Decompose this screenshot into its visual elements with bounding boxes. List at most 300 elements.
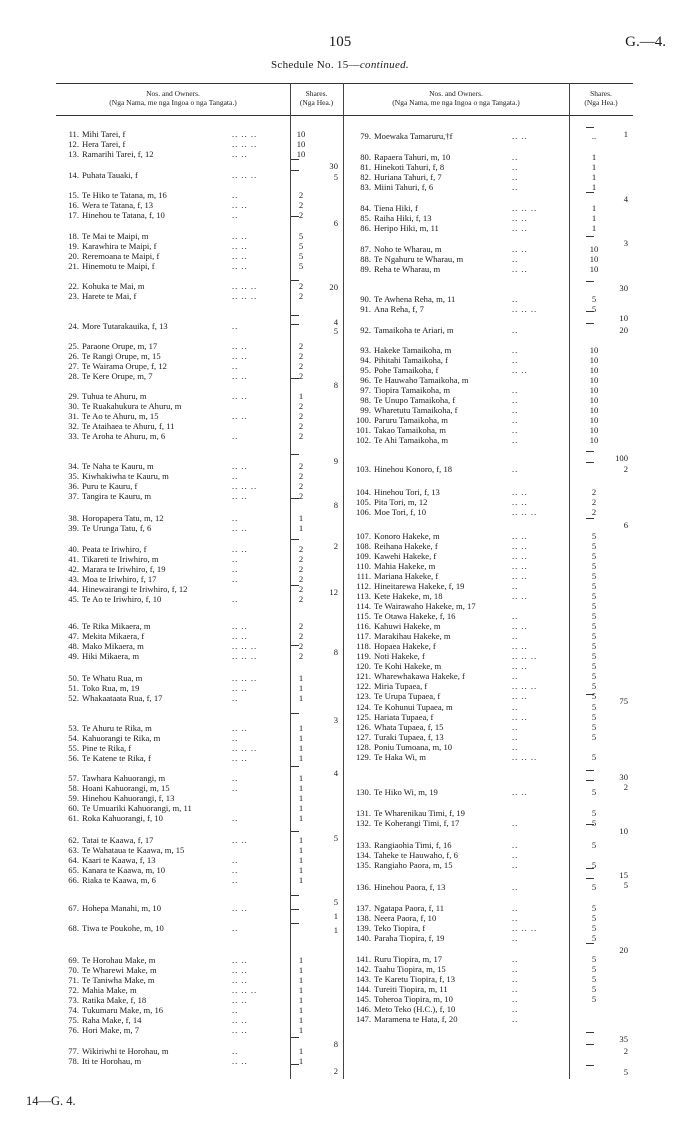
leader-dots: ..: [512, 162, 519, 172]
owner-shares: 2: [298, 564, 304, 574]
owner-name: Te Rika Mikaera, m: [82, 621, 151, 631]
owner-name: Ana Reha, f, 7: [374, 304, 424, 314]
owner-row: [68, 995, 290, 1005]
owner-name: Moewaka Tamaruru,†f: [374, 131, 453, 141]
leader-dots: .. ..: [232, 251, 248, 261]
owner-shares: 5: [591, 304, 597, 314]
owner-row: [360, 182, 569, 192]
owner-name: Tangira te Kauru, m: [82, 491, 152, 501]
owner-number: 91.: [360, 304, 371, 314]
leader-dots: ..: [512, 395, 519, 405]
owner-name: Te Taniwha Make, m: [82, 975, 155, 985]
owner-number: 130.: [355, 787, 371, 797]
owner-shares: 2: [298, 341, 304, 351]
owner-row: [68, 401, 290, 411]
leader-dots: ..: [512, 464, 519, 474]
owner-row: [356, 571, 569, 581]
subtotal-rule: [291, 539, 299, 540]
owner-row: [355, 507, 569, 517]
owner-number: 114.: [356, 601, 371, 611]
owner-shares: 1: [298, 975, 304, 985]
owner-number: 82.: [360, 172, 371, 182]
owner-row: [355, 840, 569, 850]
owner-shares: 10: [589, 264, 599, 274]
owner-name: Te Hiko Wi, m, 19: [374, 787, 438, 797]
owner-shares: 5: [591, 994, 597, 1004]
owner-name: Tawhara Kahuorangi, m: [82, 773, 166, 783]
subtotal-value: 1: [333, 911, 338, 921]
subtotal-value: 10: [619, 313, 628, 323]
owner-shares: ..: [591, 131, 597, 141]
owner-name: Mahia Make, m: [82, 985, 137, 995]
owner-row: [68, 975, 290, 985]
owner-name: Kahuorangi te Rika, m: [82, 733, 161, 743]
owner-row: [68, 803, 290, 813]
owner-name: Hinekoti Tahuri, f, 8: [374, 162, 445, 172]
owner-row: [68, 865, 290, 875]
subtotal-value: 8: [333, 380, 338, 390]
owner-row: [355, 541, 569, 551]
subtotal-rule: [586, 878, 594, 879]
owner-shares: 5: [591, 651, 597, 661]
leader-dots: ..: [512, 405, 519, 415]
owner-shares: 5: [591, 641, 597, 651]
owner-row: [356, 641, 569, 651]
leader-dots: .. ..: [232, 1015, 248, 1025]
leader-dots: ..: [232, 210, 239, 220]
subtotal-value: 2: [333, 541, 338, 551]
leader-dots: ..: [512, 152, 519, 162]
owner-name: Hinehou Paora, f, 13: [374, 882, 446, 892]
owner-shares: 5: [591, 531, 597, 541]
owner-number: 116.: [356, 621, 371, 631]
owner-row: [68, 190, 290, 200]
owner-name: Poniu Tumoana, m, 10: [374, 742, 453, 752]
owner-number: 39.: [68, 523, 79, 533]
owner-number: 105.: [355, 497, 371, 507]
owner-row: [355, 415, 569, 425]
leader-dots: ..: [512, 345, 519, 355]
owner-name: Ngatapa Paora, f, 11: [374, 903, 445, 913]
owner-number: 104.: [355, 487, 371, 497]
owner-name: Whata Tupaea, f, 15: [374, 722, 444, 732]
subtotal-rule: [291, 159, 299, 160]
owner-shares: 10: [589, 254, 599, 264]
owner-number: 99.: [360, 405, 371, 415]
owner-shares: 1: [298, 391, 304, 401]
owner-shares: 10: [296, 149, 306, 159]
owner-row: [355, 903, 569, 913]
owner-row: [360, 355, 569, 365]
owner-shares: 5: [591, 561, 597, 571]
owner-number: 76.: [68, 1025, 79, 1035]
owner-name: Tiopira Tamaikoha, m: [374, 385, 451, 395]
subtotal-rule: [291, 170, 299, 171]
owner-name: Noho te Wharau, m: [374, 244, 442, 254]
owner-row: [355, 913, 569, 923]
owner-shares: 5: [591, 631, 597, 641]
owner-row: [68, 421, 290, 431]
owner-name: Hoani Kahuorangi, m, 15: [82, 783, 170, 793]
owner-row: [68, 1015, 290, 1025]
owner-shares: 10: [589, 385, 599, 395]
leader-dots: ..: [232, 783, 239, 793]
owner-number: 50.: [68, 673, 79, 683]
leader-dots: .. ..: [512, 244, 528, 254]
owner-name: Hinehou Konoro, f, 18: [374, 464, 453, 474]
owner-name: Te Ataihaea te Ahuru, f, 11: [82, 421, 175, 431]
leader-dots: .. .. ..: [512, 203, 538, 213]
owner-row: [356, 591, 569, 601]
page-number: 105: [328, 34, 352, 50]
owner-row: [68, 753, 290, 763]
owner-name: Te Katene te Rika, f: [82, 753, 151, 763]
owner-shares: 5: [591, 984, 597, 994]
owner-row: [68, 210, 290, 220]
owner-shares: 10: [296, 139, 306, 149]
owner-name: Tukumaru Make, m, 16: [82, 1005, 164, 1015]
leader-dots: ..: [512, 882, 519, 892]
owner-number: 121.: [355, 671, 371, 681]
owner-name: Ruru Tiopira, m, 17: [374, 954, 443, 964]
owner-shares: 1: [298, 985, 304, 995]
owner-row: [360, 325, 569, 335]
owner-row: [360, 385, 569, 395]
subtotal-rule: [586, 518, 594, 519]
owner-number: 21.: [68, 261, 79, 271]
owner-row: [356, 621, 569, 631]
leader-dots: .. ..: [232, 621, 248, 631]
leader-dots: .. ..: [232, 544, 248, 554]
owner-number: 40.: [68, 544, 79, 554]
owner-number: 140.: [355, 933, 371, 943]
owner-number: 86.: [360, 223, 371, 233]
owner-number: 18.: [68, 231, 79, 241]
owner-name: Taheke te Hauwaho, f, 6: [374, 850, 458, 860]
leader-dots: .. ..: [512, 571, 528, 581]
owner-row: [360, 365, 569, 375]
owner-row: [355, 531, 569, 541]
subtotal-rule: [586, 1044, 594, 1045]
subtotal-value: 5: [623, 1067, 628, 1077]
owner-number: 65.: [68, 865, 79, 875]
subtotal-rule: [291, 378, 299, 379]
owner-row: [68, 351, 290, 361]
leader-dots: .. ..: [232, 835, 248, 845]
leader-dots: ..: [232, 1005, 239, 1015]
owner-row: [355, 551, 569, 561]
owner-number: 125.: [355, 712, 371, 722]
owner-row: [68, 985, 290, 995]
owner-name: Maramena te Hata, f, 20: [374, 1014, 458, 1024]
column-header-right: [343, 83, 633, 116]
owner-number: 64.: [68, 855, 79, 865]
owner-shares: 2: [298, 594, 304, 604]
subtotal-value: 10: [619, 826, 628, 836]
owner-row: [355, 702, 569, 712]
owner-name: Rapaera Tahuri, m, 10: [374, 152, 451, 162]
owner-row: [68, 835, 290, 845]
owner-number: 17.: [68, 210, 79, 220]
owner-name: Te Ahuru te Rika, m: [82, 723, 152, 733]
owner-name: Pohe Tamaikoha, f: [374, 365, 439, 375]
owner-row: [68, 683, 290, 693]
owner-row: [355, 933, 569, 943]
leader-dots: ..: [512, 954, 519, 964]
owner-name: Hinehou te Tatana, f, 10: [82, 210, 165, 220]
owner-name: Te Hauwaho Tamaikoha, m: [374, 375, 469, 385]
owner-row: [68, 1005, 290, 1015]
leader-dots: .. ..: [232, 753, 248, 763]
leader-dots: ..: [232, 773, 239, 783]
subtotal-rule: [291, 831, 299, 832]
leader-dots: .. ..: [232, 975, 248, 985]
owner-number: 136.: [355, 882, 371, 892]
leader-dots: .. ..: [232, 965, 248, 975]
owner-number: 52.: [68, 693, 79, 703]
owner-number: 139.: [355, 923, 371, 933]
owner-number: 36.: [68, 481, 79, 491]
leader-dots: ..: [512, 671, 519, 681]
leader-dots: ..: [512, 294, 519, 304]
owner-row: [355, 984, 569, 994]
owner-row: [355, 661, 569, 671]
owner-name: Takao Tamaikoha, m: [374, 425, 446, 435]
owner-name: Pihitahi Tamaikoha, f: [374, 355, 448, 365]
leader-dots: .. ..: [232, 903, 248, 913]
owner-shares: 5: [591, 671, 597, 681]
leader-dots: .. ..: [512, 591, 528, 601]
owner-name: Moa te Iriwhiro, f, 17: [82, 574, 157, 584]
owner-name: Hinehou Kahuorangi, f, 13: [82, 793, 175, 803]
owner-row: [68, 139, 290, 149]
owner-shares: 5: [591, 571, 597, 581]
owner-shares: 5: [591, 840, 597, 850]
leader-dots: .. ..: [232, 341, 248, 351]
owner-name: Te Hiko te Tatana, m, 16: [82, 190, 167, 200]
owner-number: 54.: [68, 733, 79, 743]
owner-shares: 2: [298, 491, 304, 501]
owner-number: 30.: [68, 401, 79, 411]
subtotal-rule: [586, 451, 594, 452]
owner-shares: 2: [591, 497, 597, 507]
owner-shares: 10: [589, 395, 599, 405]
owner-number: 107.: [355, 531, 371, 541]
owner-number: 109.: [355, 551, 371, 561]
owner-name: Toheroa Tiopira, m, 10: [374, 994, 453, 1004]
owner-row: [356, 561, 569, 571]
owner-number: 88.: [360, 254, 371, 264]
owner-number: 138.: [355, 913, 371, 923]
subtotal-value: 30: [619, 283, 628, 293]
leader-dots: ..: [512, 903, 519, 913]
owner-shares: 5: [591, 294, 597, 304]
owner-number: 124.: [355, 702, 371, 712]
leader-dots: ..: [512, 732, 519, 742]
owner-shares: 5: [591, 611, 597, 621]
owner-number: 59.: [68, 793, 79, 803]
owner-number: 97.: [360, 385, 371, 395]
owner-number: 132.: [355, 818, 371, 828]
owner-row: [360, 405, 569, 415]
owner-row: [355, 808, 569, 818]
leader-dots: .. ..: [232, 461, 248, 471]
leader-dots: .. ..: [512, 661, 528, 671]
leader-dots: ..: [232, 594, 239, 604]
owner-name: Wera te Tatana, f, 13: [82, 200, 154, 210]
leader-dots: .. ..: [232, 149, 248, 159]
owner-row: [355, 1014, 569, 1024]
leader-dots: .. ..: [232, 723, 248, 733]
owner-shares: 1: [298, 743, 304, 753]
owner-shares: 2: [591, 507, 597, 517]
owner-number: 144.: [355, 984, 371, 994]
owner-number: 15.: [68, 190, 79, 200]
owner-number: 145.: [355, 994, 371, 1004]
owner-row: [68, 631, 290, 641]
owner-number: 20.: [68, 251, 79, 261]
owner-shares: 1: [298, 793, 304, 803]
owner-shares: 1: [298, 803, 304, 813]
owner-row: [68, 411, 290, 421]
leader-dots: ..: [512, 850, 519, 860]
owner-shares: 1: [591, 182, 597, 192]
owner-number: 122.: [355, 681, 371, 691]
leader-dots: .. ..: [232, 1025, 248, 1035]
leader-dots: ..: [512, 964, 519, 974]
leader-dots: .. .. ..: [232, 291, 258, 301]
leader-dots: .. .. ..: [512, 681, 538, 691]
owner-shares: 10: [296, 129, 306, 139]
leader-dots: .. .. ..: [232, 139, 258, 149]
owner-name: Hakeke Tamaikoha, m: [374, 345, 452, 355]
owner-shares: 10: [589, 375, 599, 385]
owner-shares: 5: [591, 954, 597, 964]
owner-name: Te Karetu Tiopira, f, 13: [374, 974, 456, 984]
owner-shares: 10: [589, 365, 599, 375]
owner-shares: 2: [298, 574, 304, 584]
owner-shares: 2: [591, 487, 597, 497]
subtotal-value: 5: [333, 897, 338, 907]
subtotal-rule: [586, 192, 594, 193]
subtotal-rule: [586, 1032, 594, 1033]
owner-shares: 5: [298, 231, 304, 241]
owner-row: [355, 497, 569, 507]
leader-dots: ..: [512, 611, 519, 621]
owner-shares: 1: [298, 855, 304, 865]
owner-number: 119.: [356, 651, 371, 661]
owner-row: [355, 964, 569, 974]
owner-name: Te Koherangi Timi, f, 17: [374, 818, 460, 828]
owner-row: [68, 813, 290, 823]
owner-number: 28.: [68, 371, 79, 381]
owner-row: [68, 773, 290, 783]
leader-dots: .. ..: [512, 541, 528, 551]
owner-name: Kiwhakiwha te Kauru, m: [82, 471, 169, 481]
owner-number: 87.: [360, 244, 371, 254]
owner-name: Hinewairangi te Iriwhiro, f, 12: [82, 584, 188, 594]
owner-shares: 1: [591, 223, 597, 233]
owner-row: [360, 304, 569, 314]
owner-number: 44.: [68, 584, 79, 594]
leader-dots: .. ..: [232, 351, 248, 361]
owner-shares: 5: [591, 722, 597, 732]
owner-name: Ratika Make, f, 18: [82, 995, 147, 1005]
owner-name: Tuhua te Ahuru, m: [82, 391, 147, 401]
subtotal-value: 4: [333, 317, 338, 327]
owner-shares: 5: [591, 974, 597, 984]
document-reference: G.—4.: [625, 34, 666, 50]
subtotal-value: 6: [623, 520, 628, 530]
shares-header-right: Shares. (Nga Hea.): [584, 89, 618, 107]
owner-shares: 5: [591, 581, 597, 591]
owner-name: Te Wharenikau Timi, f, 19: [374, 808, 465, 818]
leader-dots: ..: [232, 564, 239, 574]
leader-dots: ..: [512, 172, 519, 182]
owner-number: 123.: [355, 691, 371, 701]
owner-row: [355, 435, 569, 445]
owner-shares: 1: [298, 875, 304, 885]
leader-dots: .. ..: [232, 371, 248, 381]
owner-row: [355, 974, 569, 984]
owner-name: Hopaea Hakeke, f: [374, 641, 436, 651]
owner-number: 32.: [68, 421, 79, 431]
owner-name: Kanara te Kaawa, m, 10: [82, 865, 166, 875]
owner-row: [68, 673, 290, 683]
leader-dots: .. .. ..: [512, 752, 538, 762]
subtotal-rule: [291, 909, 299, 910]
subtotal-rule: [291, 315, 299, 316]
owner-shares: 10: [589, 244, 599, 254]
owner-number: 143.: [355, 974, 371, 984]
owner-shares: 2: [298, 190, 304, 200]
leader-dots: ..: [512, 1014, 519, 1024]
leader-dots: ..: [512, 984, 519, 994]
subtotal-value: 4: [623, 194, 628, 204]
subtotal-rule: [291, 1064, 299, 1065]
owner-number: 112.: [356, 581, 371, 591]
owner-number: 94.: [360, 355, 371, 365]
leader-dots: ..: [512, 818, 519, 828]
subtotal-value: 6: [333, 218, 338, 228]
subtotal-value: 5: [333, 326, 338, 336]
owner-shares: 5: [591, 913, 597, 923]
owner-shares: 5: [298, 251, 304, 261]
subtotal-value: 15: [619, 870, 628, 880]
leader-dots: ..: [512, 385, 519, 395]
leader-dots: .. ..: [512, 551, 528, 561]
leader-dots: .. ..: [232, 631, 248, 641]
owner-number: 98.: [360, 395, 371, 405]
owner-number: 102.: [355, 435, 371, 445]
owner-row: [360, 213, 569, 223]
subtotal-value: 3: [623, 238, 628, 248]
subtotal-rule: [586, 462, 594, 463]
owner-name: Reha te Wharau, m: [374, 264, 441, 274]
owner-number: 147.: [355, 1014, 371, 1024]
subtotal-value: 5: [333, 172, 338, 182]
leader-dots: ..: [232, 321, 239, 331]
owner-row: [360, 264, 569, 274]
subtotal-rule: [586, 824, 594, 825]
owner-name: Pita Tori, m, 12: [374, 497, 428, 507]
owner-shares: 2: [298, 411, 304, 421]
owner-number: 118.: [356, 641, 371, 651]
column-header-left: [56, 83, 343, 116]
owner-name: Noti Hakeke, f: [374, 651, 425, 661]
leader-dots: ..: [512, 435, 519, 445]
owner-name: Hinemotu te Maipi, f: [82, 261, 155, 271]
